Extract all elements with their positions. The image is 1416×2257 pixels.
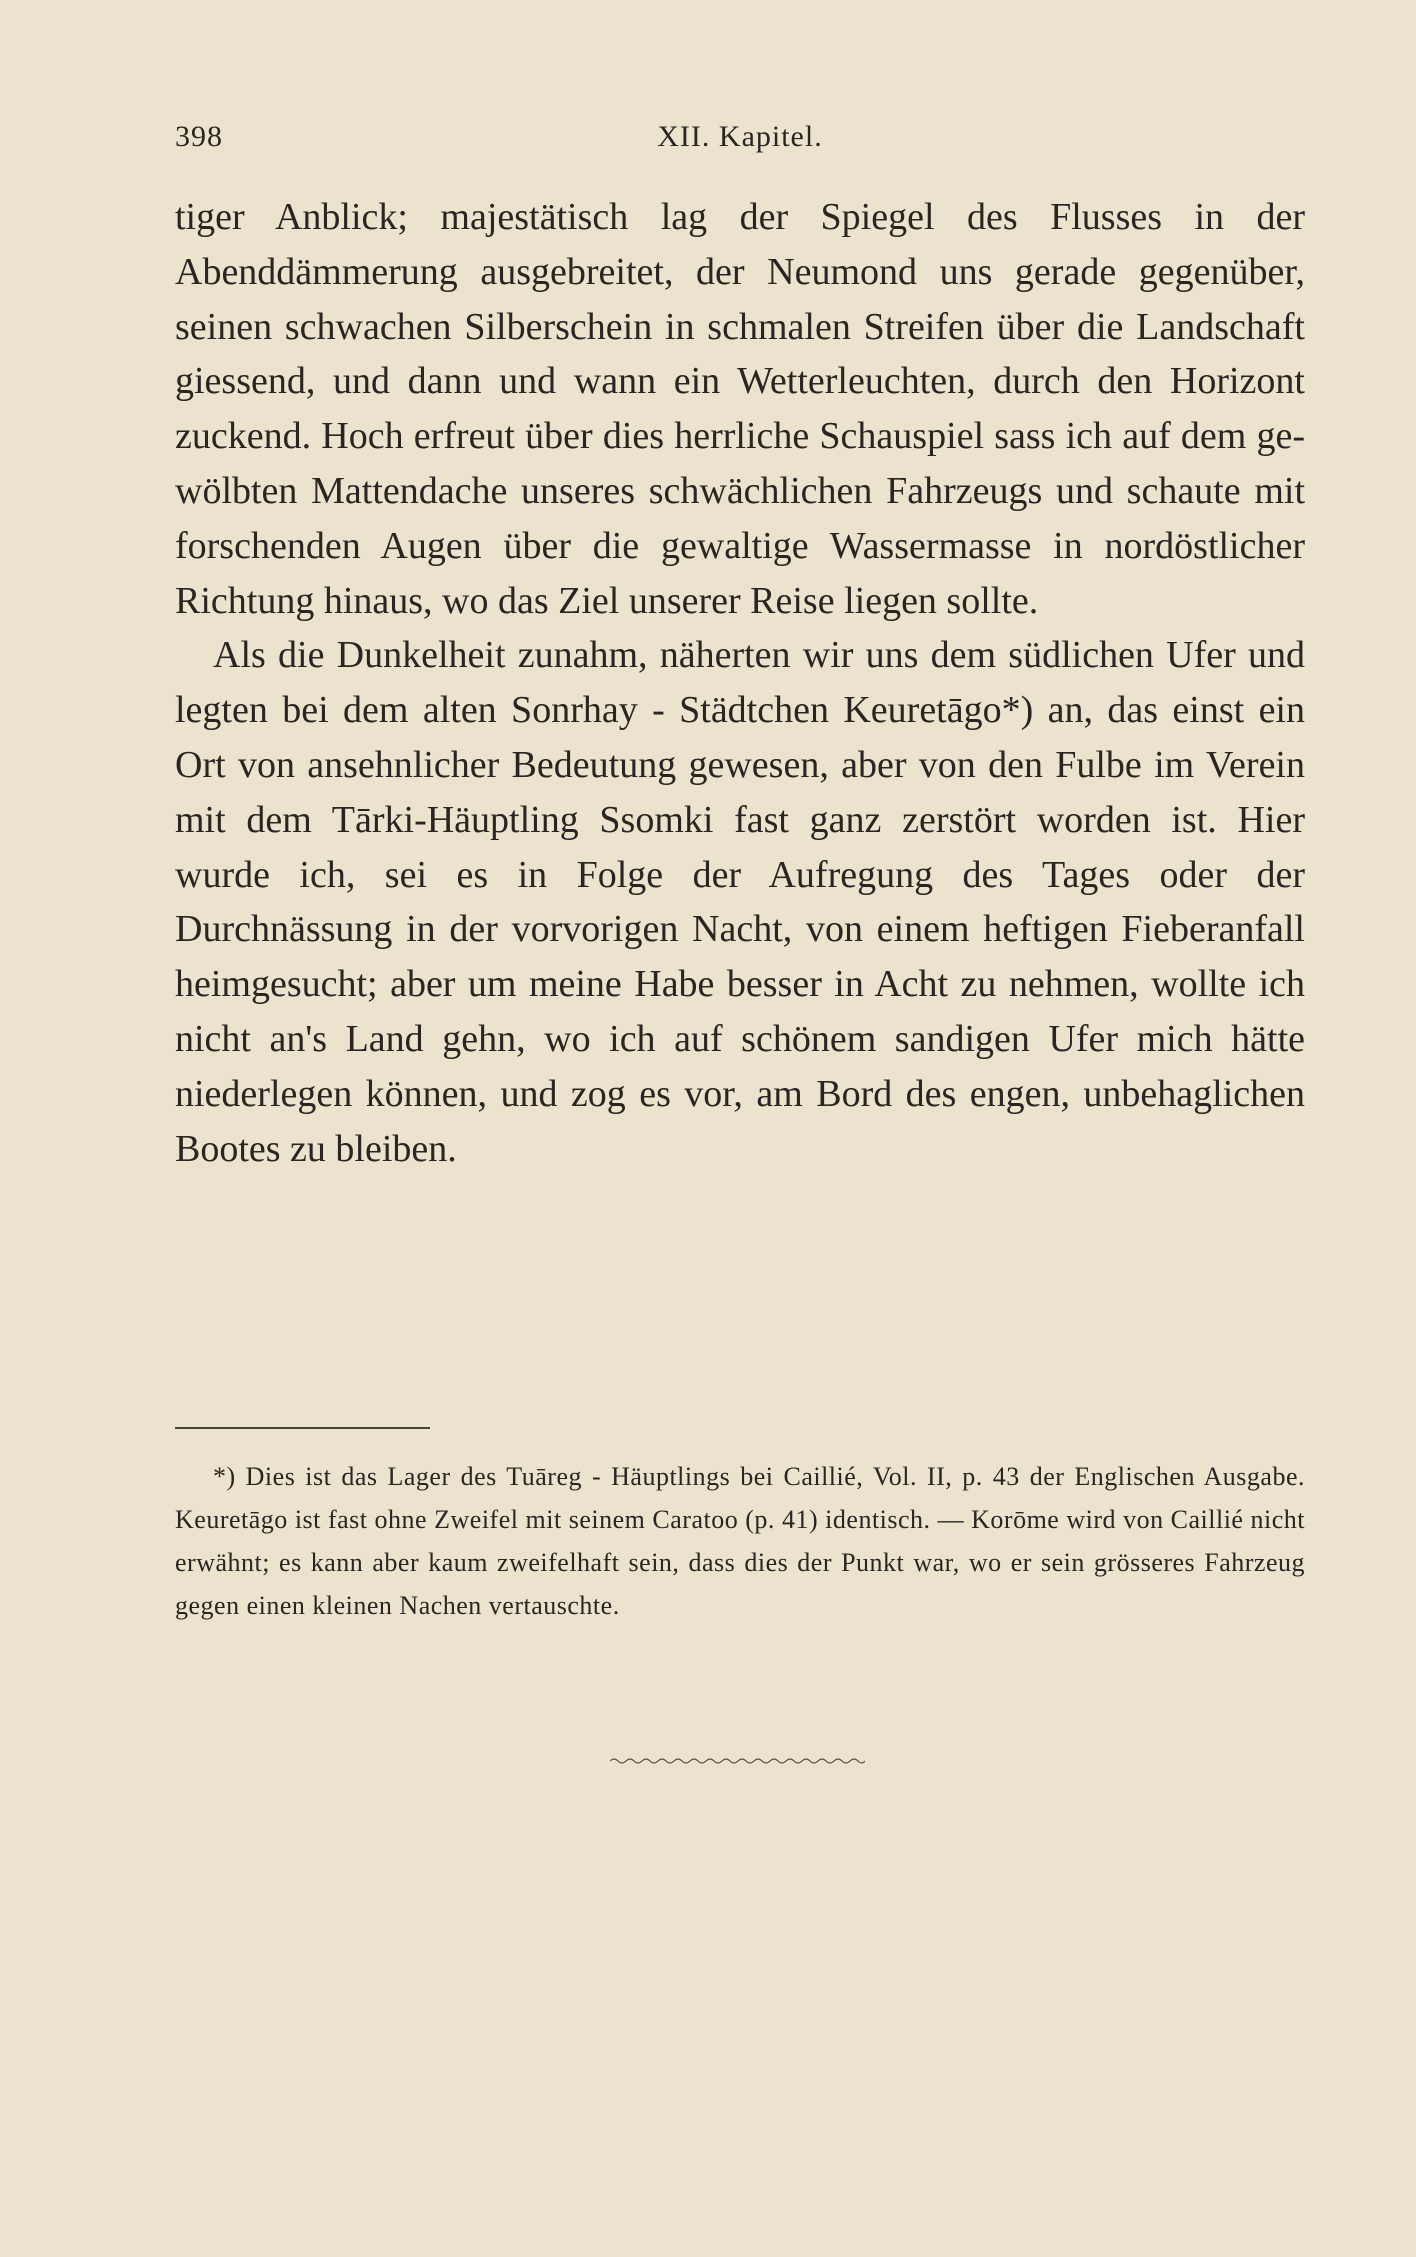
- footnote: *) Dies ist das Lager des Tuāreg - Häuptlings bei Caillié, Vol. II, p. 43 der Englischen Ausgabe. Keuretāgo ist fast ohne Zweifel mit seinem Caratoo (p. 41) identisch. — Korōme wird von Caillié nicht erwähnt; es kann aber kaum zweifelhaft sein, dass dies der Punkt war, wo er sein grösseres Fahrzeug gegen einen kleinen Nachen vertauschte.: [175, 1462, 1305, 1620]
- chapter-title: XII. Kapitel.: [657, 120, 823, 153]
- footnote-rule: [175, 1427, 430, 1429]
- paragraph-1: tiger Anblick; majestätisch lag der Spiegel des Flusses in der Abenddämmerung ausgebreitet, der Neumond uns gerade gegenüber, seinen schwachen Silberschein in schmalen Streifen über die Landschaft giessend, und dann und wann ein Wetterleuchten, durch den Horizont zuckend. Hoch erfreut über dies herrliche Schauspiel sass ich auf dem gewölbten Mattendache unseres schwächlichen Fahrzeugs und schaute mit forschenden Augen über die gewaltige Wassermasse in nordöstlicher Richtung hinaus, wo das Ziel unserer Reise liegen sollte.: [175, 196, 1305, 622]
- paragraph-2: Als die Dunkelheit zunahm, näherten wir uns dem südlichen Ufer und legten bei dem alten Sonrhay - Städtchen Keuretāgo*) an, das einst ein Ort von ansehnlicher Bedeutung gewesen, aber von den Fulbe im Verein mit dem Tārki-Häuptling Ssomki fast ganz zerstört worden ist. Hier wurde ich, sei es in Folge der Aufregung des Tages oder der Durchnässung in der vorvorigen Nacht, von einem heftigen Fieberanfall heimgesucht; aber um meine Habe besser in Acht zu nehmen, wollte ich nicht an's Land gehn, wo ich auf schönem sandigen Ufer mich hätte niederlegen können, und zog es vor, am Bord des engen, unbehaglichen Bootes zu bleiben.: [175, 634, 1305, 1170]
- page-number: 398: [175, 120, 223, 153]
- end-ornament: [610, 1755, 865, 1767]
- running-head: [175, 120, 1305, 160]
- main-text: [175, 190, 1305, 1176]
